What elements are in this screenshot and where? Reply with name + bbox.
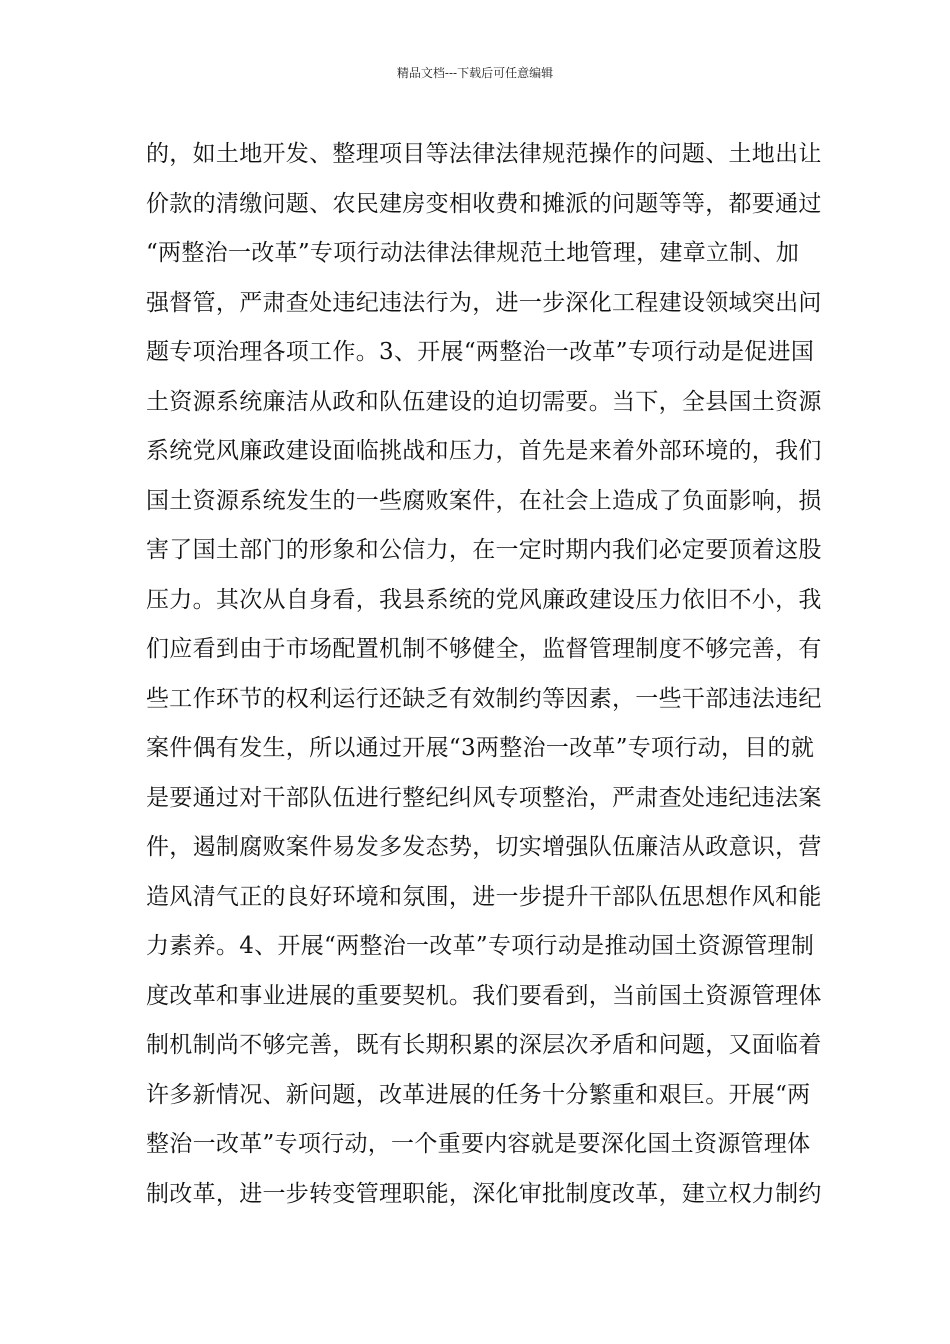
- text-line: 制改革，进一步转变管理职能，深化审批制度改革，建立权力制约: [146, 1180, 822, 1207]
- text-line: 强督管，严肃查处违纪违法行为，进一步深化工程建设领域突出问: [146, 289, 822, 316]
- text-line: 案件偶有发生，所以通过开展“3两整治一改革”专项行动，目的就: [146, 735, 815, 761]
- text-line: 的，如土地开发、整理项目等法律法律规范操作的问题、土地出让: [146, 141, 822, 167]
- text-line: 国土资源系统发生的一些腐败案件，在社会上造成了负面影响，损: [146, 487, 822, 514]
- text-line: 害了国土部门的形象和公信力，在一定时期内我们必定要顶着这股: [146, 537, 822, 563]
- text-line: 些工作环节的权利运行还缺乏有效制约等因素，一些干部违法违纪: [146, 685, 822, 712]
- text-line: 许多新情况、新问题，改革进展的任务十分繁重和艰巨。开展“两: [146, 1081, 811, 1108]
- text-line: 系统党风廉政建设面临挑战和压力，首先是来着外部环境的，我们: [146, 438, 822, 464]
- text-line: 力素养。4、开展“两整治一改革”专项行动是推动国土资源管理制: [146, 933, 815, 959]
- text-line: 价款的清缴问题、农民建房变相收费和摊派的问题等等，都要通过: [146, 190, 822, 217]
- text-line: 度改革和事业进展的重要契机。我们要看到，当前国土资源管理体: [146, 982, 822, 1009]
- text-line: 压力。其次从自身看，我县系统的党风廉政建设压力依旧不小，我: [146, 586, 822, 613]
- text-line: 制机制尚不够完善，既有长期积累的深层次矛盾和问题，又面临着: [146, 1032, 822, 1058]
- text-line: 整治一改革”专项行动，一个重要内容就是要深化国土资源管理体: [146, 1131, 811, 1157]
- text-line: 件，遏制腐败案件易发多发态势，切实增强队伍廉洁从政意识，营: [146, 834, 822, 860]
- text-line: 土资源系统廉洁从政和队伍建设的迫切需要。当下，全县国土资源: [146, 388, 822, 415]
- text-line: 题专项治理各项工作。3、开展“两整治一改革”专项行动是促进国: [146, 339, 815, 365]
- body-text: [146, 130, 822, 1219]
- text-line: 是要通过对干部队伍进行整纪纠风专项整治，严肃查处违纪违法案: [146, 784, 822, 811]
- text-line: 造风清气正的良好环境和氛围，进一步提升干部队伍思想作风和能: [146, 883, 822, 910]
- text-line: “两整治一改革”专项行动法律法律规范土地管理，建章立制、加: [146, 240, 800, 266]
- page-header: 精品文档---下载后可任意编辑: [396, 66, 554, 80]
- text-line: 们应看到由于市场配置机制不够健全，监督管理制度不够完善，有: [146, 636, 822, 662]
